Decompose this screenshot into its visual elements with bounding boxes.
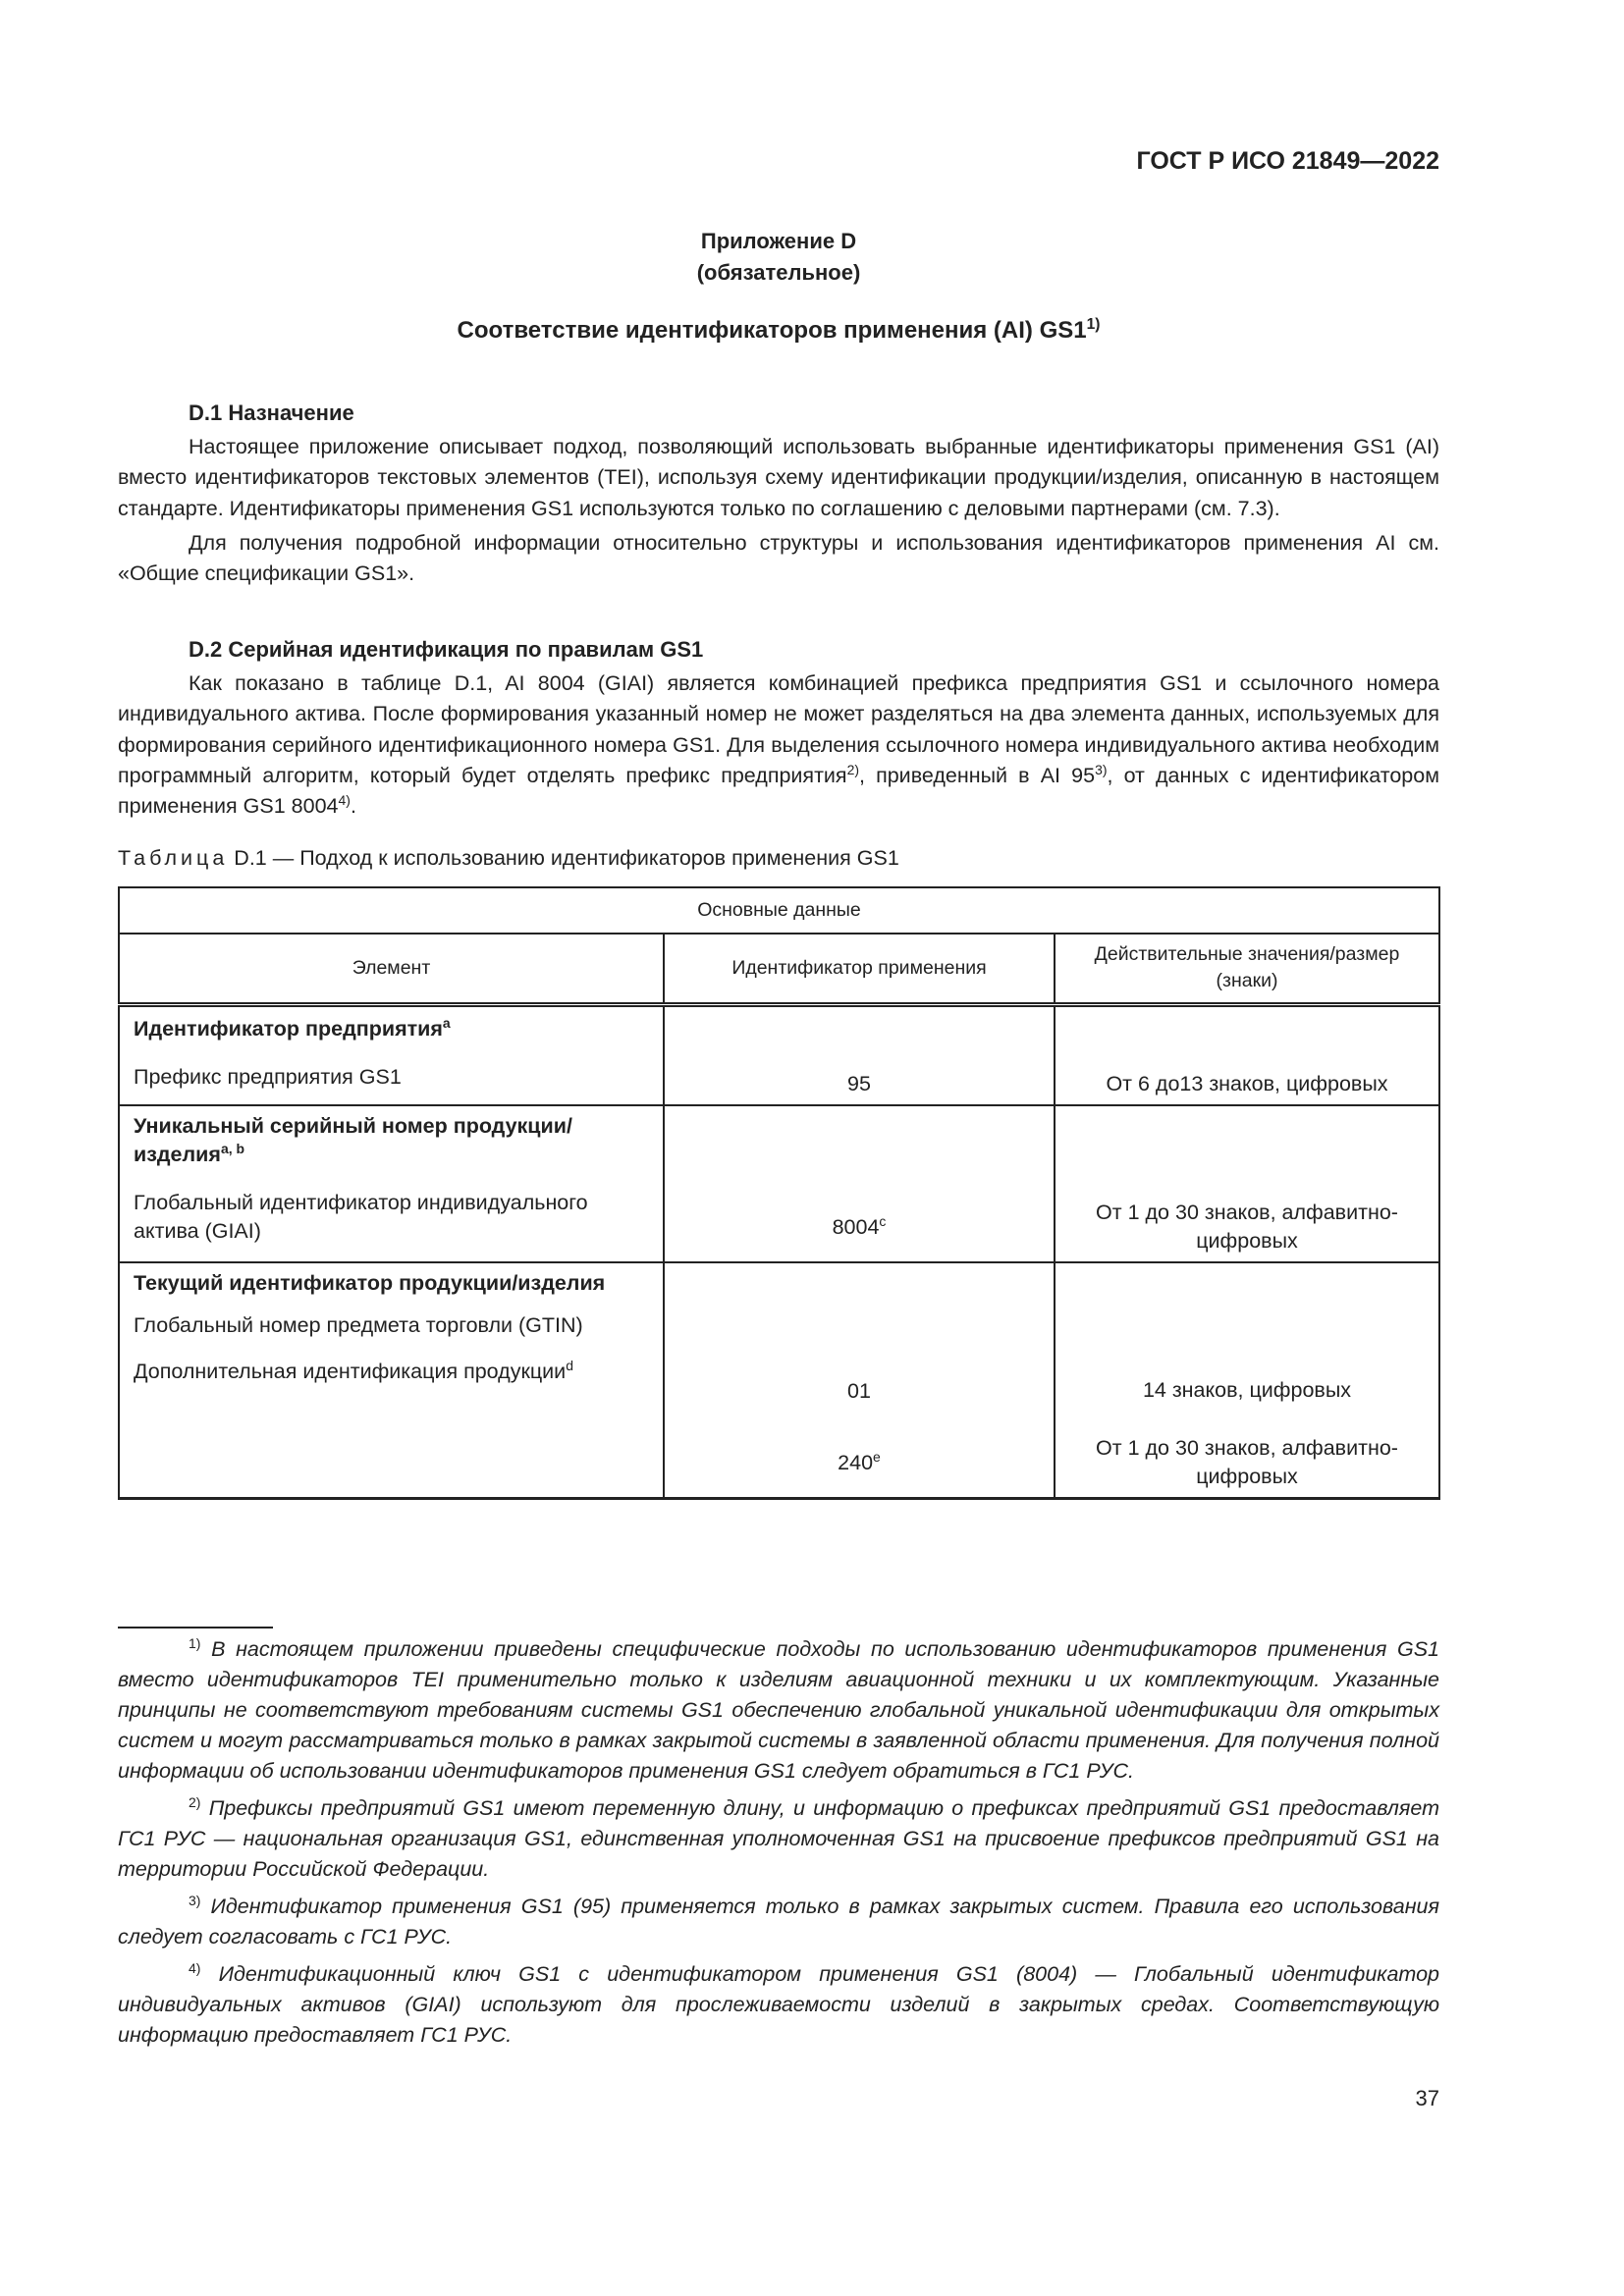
row-group-label: Уникальный серийный номер продукции/изделия$^{a, b}$ [134, 1114, 572, 1166]
table-row [119, 1105, 1439, 1262]
item-name: Глобальный номер предмета торговли (GTIN) [134, 1313, 583, 1337]
ai-value: 240e [838, 1448, 881, 1474]
caption-word: Таблица [118, 846, 229, 870]
text: Как показано в таблице D.1, AI 8004 (GIAI) является комбинацией префикса предприятия GS1 и ссылочного номера индивидуального актива. После формирования указанный номер не может разделяться на два элемента данных, используемых для формирования серийного идентификационного номера GS1. Для выделения ссылочного номера индивидуального актива необходим программный алгоритм, который будет отделять префикс предприятия [118, 671, 1439, 787]
footnotes [118, 1634, 1439, 2057]
paragraph: Для получения подробной информации относительно структуры и использования идентификаторов применения AI см. «Общие спецификации GS1». [118, 530, 1439, 586]
text: , приведенный в AI 95 [859, 763, 1096, 787]
item-name: Префикс предприятия GS1 [134, 1064, 402, 1089]
column-header: Идентификатор применения [664, 934, 1055, 1004]
section-d2 [118, 634, 1439, 826]
paragraph [118, 668, 1439, 822]
item-name: Глобальный идентификатор индивидуального актива (GIAI) [134, 1191, 588, 1243]
caption-text: D.1 — Подход к использованию идентификаторов применения GS1 [234, 846, 899, 870]
table-caption [118, 846, 899, 871]
footnote-ref: 2) [846, 761, 859, 777]
annex-title-text: Соответствие идентификаторов применения (AI) GS1 [457, 317, 1087, 344]
column-header: Элемент [119, 934, 664, 1004]
annex-status: (обязательное) [696, 260, 861, 285]
section-heading: D.1 Назначение [189, 400, 354, 425]
footnote: $^{4)}$ Идентификационный ключ GS1 с идентификатором применения GS1 (8004) — Глобальный идентификатор индивидуальных активов (GIAI) используют для прослеживаемости изделий в закрытых средах. Соответствующую информацию предоставляет ГС1 РУС. [118, 1959, 1439, 2047]
document-id: ГОСТ Р ИСО 21849—2022 [1136, 147, 1439, 175]
ai-value: 01 [847, 1378, 871, 1403]
text: , от данных с идентификатором применения GS1 8004 [118, 763, 1439, 819]
footnote-ref: 1) [1086, 316, 1101, 333]
annex-label [118, 226, 1439, 289]
section-heading: D.2 Серийная идентификация по правилам GS1 [189, 637, 704, 662]
annex-title [118, 317, 1439, 345]
paragraph: Настоящее приложение описывает подход, позволяющий использовать выбранные идентификаторы применения GS1 (AI) вместо идентификаторов текстовых элементов (TEI), используя схему идентификации продукции/изделия, описанную в настоящем стандарте. Идентификаторы применения GS1 используются только по соглашению с деловыми партнерами (см. 7.3). [118, 435, 1439, 520]
table-row [119, 1262, 1439, 1498]
footnote: $^{1)}$ В настоящем приложении приведены специфические подходы по использованию идентификаторов применения GS1 вместо идентификаторов TEI применительно только к изделиям авиационной техники и их комплектующим. Указанные принципы не соответствуют требованиям системы GS1 обеспечению глобальной уникальной идентификации для открытых систем и могут рассматриваться только в рамках закрытой системы в заявленной области применения. Для получения полной информации об использовании идентификаторов применения GS1 следует обратиться в ГС1 РУС. [118, 1634, 1439, 1783]
annex-number: Приложение D [700, 229, 857, 253]
ai-value: 8004$^c$ [664, 1105, 1055, 1262]
footnote-divider [118, 1627, 273, 1629]
size-value: От 1 до 30 знаков, алфавитно-цифровых [1096, 1435, 1398, 1488]
table-row [119, 1004, 1439, 1105]
column-header: Действительные значения/размер (знаки) [1055, 934, 1439, 1004]
page-number: 37 [1415, 2086, 1439, 2110]
footnote: $^{2)}$ Префиксы предприятий GS1 имеют переменную длину, и информацию о префиксах предприятий GS1 предоставляет ГС1 РУС — национальная организация GS1, единственная уполномоченная GS1 на присвоение префиксов предприятий GS1 на территории Российской Федерации. [118, 1793, 1439, 1881]
size-value: 14 знаков, цифровых [1142, 1377, 1352, 1402]
footnote: $^{3)}$ Идентификатор применения GS1 (95) применяется только в рамках закрытых систем. Правила его использования следует согласовать с ГС1 РУС. [118, 1892, 1439, 1949]
row-group-label: Текущий идентификатор продукции/изделия [134, 1271, 606, 1295]
ai-value: 95 [664, 1004, 1055, 1105]
size-value: От 1 до 30 знаков, алфавитно-цифровых [1055, 1105, 1439, 1262]
section-d1 [118, 398, 1439, 593]
size-value: От 6 до13 знаков, цифровых [1055, 1004, 1439, 1105]
item-name: Дополнительная идентификация продукции$^d$ [134, 1357, 573, 1383]
group-header: Основные данные [119, 887, 1439, 934]
footnote-ref: 3) [1095, 761, 1108, 777]
row-group-label: Идентификатор предприятия$^a$ [134, 1014, 451, 1041]
footnote-ref: 4) [338, 791, 351, 808]
text: . [350, 794, 356, 819]
table-d1 [118, 886, 1440, 1500]
